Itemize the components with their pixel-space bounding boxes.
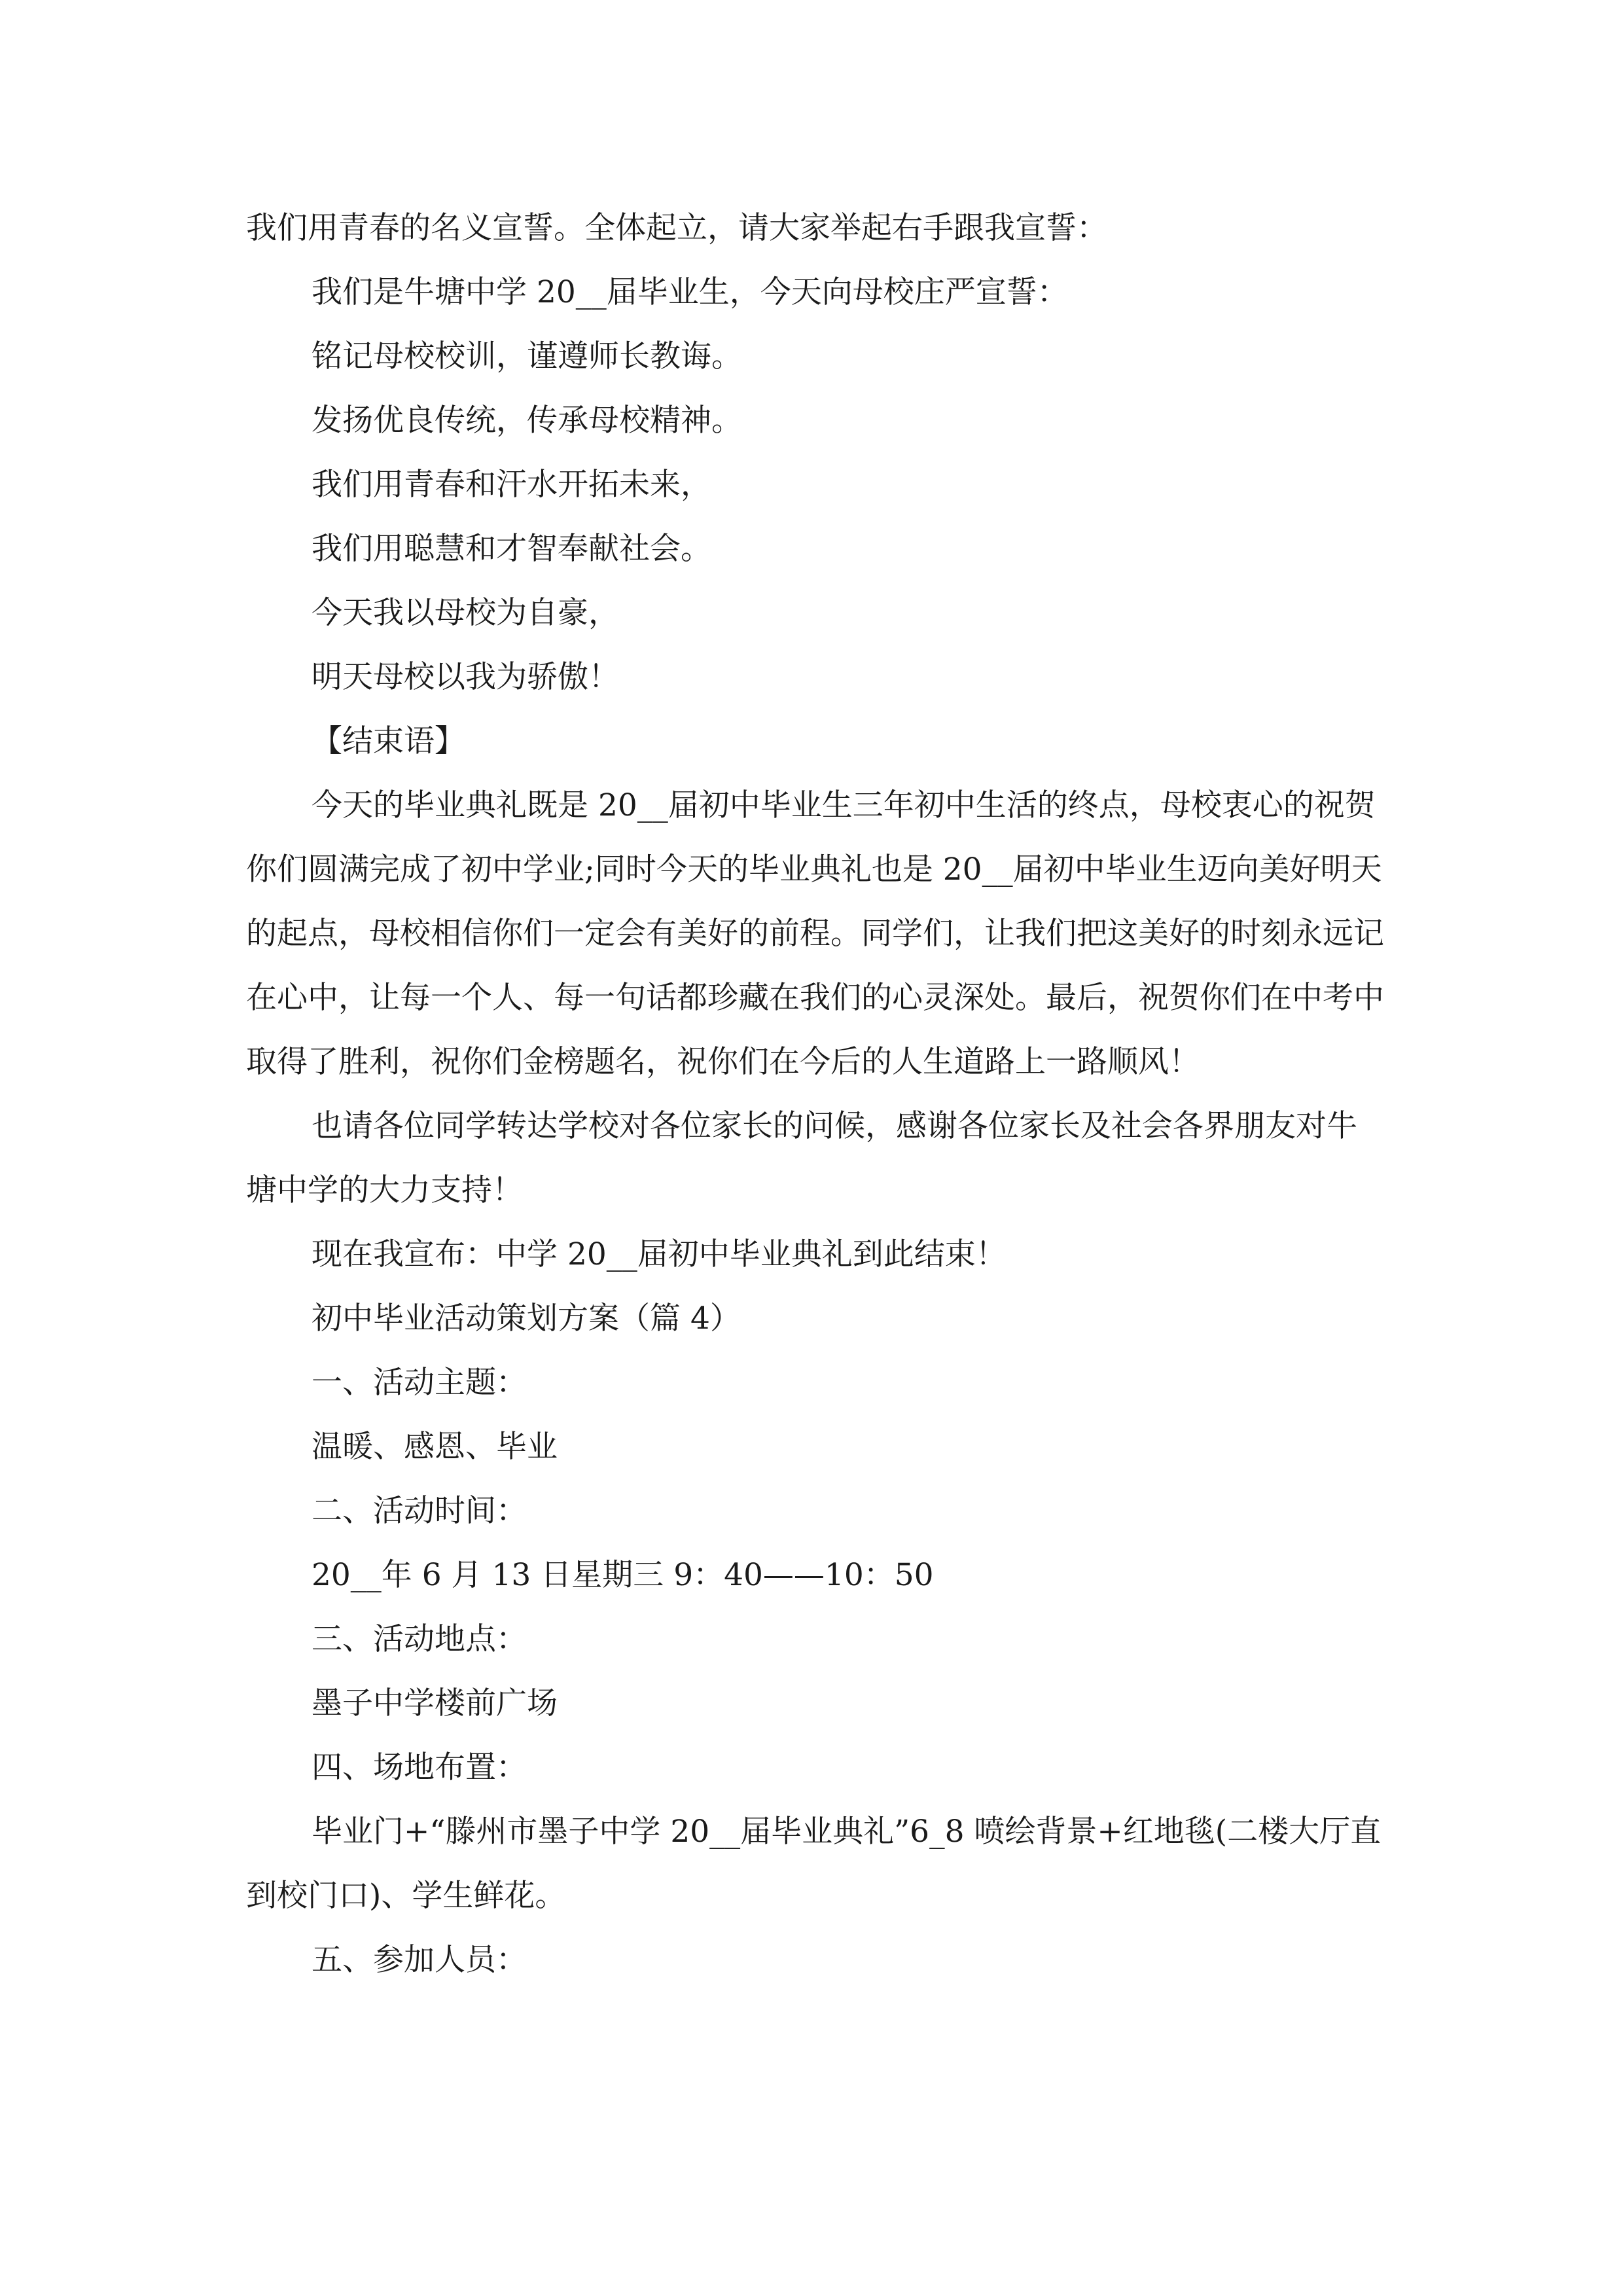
section-heading-closing: 【结束语】 <box>312 723 465 759</box>
paragraph-closing-remarks: 今天的毕业典礼既是 20__届初中毕业生三年初中生活的终点，母校衷心的祝贺你们圆满完成了初中学业;同时今天的毕业典礼也是 20__届初中毕业生迈向美好明天的起点，母校相信你们一定会有美好的前程。同学们，让我们把这美好的时刻永远记在心中，让每一个人、每一句话都珍藏在我们的心灵深处。最后，祝贺你们在中考中取得了胜利，祝你们金榜题名，祝你们在今后的人生道路上一路顺风！ <box>246 787 1384 1080</box>
plan-section-content: 毕业门+“滕州市墨子中学 20__届毕业典礼”6_8 喷绘背景+红地毯(二楼大厅直到校门口)、学生鲜花。 <box>246 1814 1382 1914</box>
paragraph-oath-line: 我们用聪慧和才智奉献社会。 <box>312 531 711 567</box>
plan-title: 初中毕业活动策划方案（篇 4） <box>312 1300 741 1336</box>
paragraph-announcement: 现在我宣布：中学 20__届初中毕业典礼到此结束！ <box>312 1236 1007 1272</box>
plan-section-heading: 四、场地布置： <box>312 1749 527 1785</box>
paragraph-oath-intro: 我们用青春的名义宣誓。全体起立，请大家举起右手跟我宣誓： <box>246 210 1107 246</box>
plan-section-content: 20__年 6 月 13 日星期三 9：40——10：50 <box>312 1557 934 1593</box>
paragraph-thanks: 也请各位同学转达学校对各位家长的问候，感谢各位家长及社会各界朋友对牛塘中学的大力支持！ <box>246 1108 1357 1208</box>
paragraph-oath-line: 今天我以母校为自豪， <box>312 595 619 631</box>
paragraph-oath-line: 发扬优良传统，传承母校精神。 <box>312 403 742 439</box>
paragraph-oath-line: 我们是牛塘中学 20__届毕业生，今天向母校庄严宣誓： <box>312 274 1068 310</box>
plan-section-heading: 五、参加人员： <box>312 1942 527 1978</box>
plan-section-content: 墨子中学楼前广场 <box>312 1685 558 1721</box>
document-body <box>246 196 1385 1992</box>
plan-section-heading: 二、活动时间： <box>312 1493 527 1529</box>
paragraph-oath-line: 我们用青春和汗水开拓未来， <box>312 467 711 503</box>
plan-section-content: 温暖、感恩、毕业 <box>312 1429 558 1465</box>
plan-section-heading: 三、活动地点： <box>312 1621 527 1657</box>
paragraph-oath-line: 铭记母校校训，谨遵师长教诲。 <box>312 338 742 374</box>
paragraph-oath-line: 明天母校以我为骄傲！ <box>312 659 619 695</box>
plan-section-heading: 一、活动主题： <box>312 1365 527 1401</box>
